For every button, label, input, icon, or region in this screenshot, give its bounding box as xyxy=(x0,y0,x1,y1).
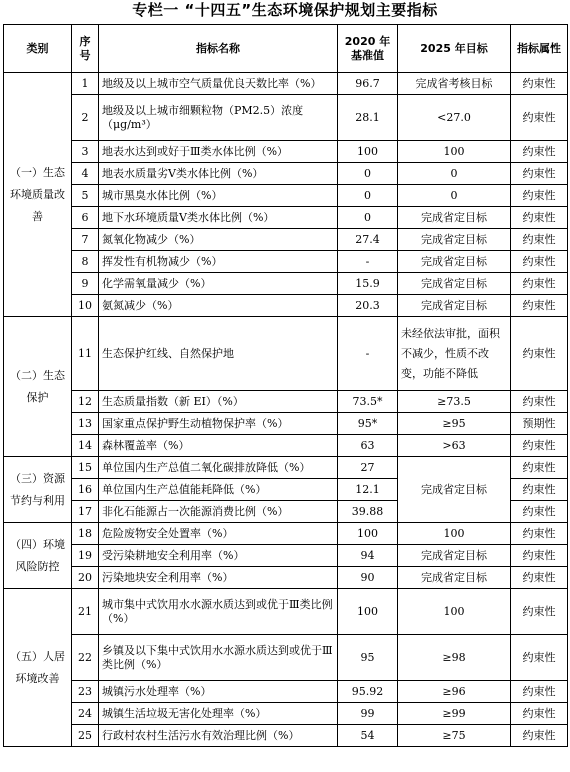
header-category: 类别 xyxy=(4,25,72,73)
table-row xyxy=(4,317,568,391)
row-baseline: 63 xyxy=(338,435,398,457)
row-index: 21 xyxy=(72,589,99,635)
header-target: 2025 年目标 xyxy=(398,25,511,73)
row-name: 地级及以上城市空气质量优良天数比率（%） xyxy=(99,73,338,95)
row-name: 污染地块安全利用率（%） xyxy=(99,567,338,589)
row-attribute: 约束性 xyxy=(511,295,568,317)
row-baseline: 73.5* xyxy=(338,391,398,413)
row-index: 5 xyxy=(72,185,99,207)
header-row xyxy=(4,25,568,73)
row-name: 地表水质量劣Ⅴ类水体比例（%） xyxy=(99,163,338,185)
row-baseline: 90 xyxy=(338,567,398,589)
row-target: 完成省定目标 xyxy=(398,567,511,589)
row-baseline: 12.1 xyxy=(338,479,398,501)
category-cell: （三）资源节约与利用 xyxy=(4,457,72,523)
table-row xyxy=(4,141,568,163)
row-name: 地级及以上城市细颗粒物（PM2.5）浓度（μg/m³） xyxy=(99,95,338,141)
category-cell: （二）生态保护 xyxy=(4,317,72,457)
row-name: 国家重点保护野生动植物保护率（%） xyxy=(99,413,338,435)
row-baseline: 95.92 xyxy=(338,681,398,703)
row-target: 100 xyxy=(398,523,511,545)
row-baseline: - xyxy=(338,317,398,391)
row-name: 危险废物安全处置率（%） xyxy=(99,523,338,545)
header-index: 序号 xyxy=(72,25,99,73)
row-index: 25 xyxy=(72,725,99,747)
row-target: 未经依法审批，面积不减少，性质不改变，功能不降低 xyxy=(398,317,511,391)
row-target: ≥99 xyxy=(398,703,511,725)
row-name: 单位国内生产总值二氧化碳排放降低（%） xyxy=(99,457,338,479)
row-baseline: 96.7 xyxy=(338,73,398,95)
row-index: 16 xyxy=(72,479,99,501)
category-cell: （四）环境风险防控 xyxy=(4,523,72,589)
row-baseline: 95* xyxy=(338,413,398,435)
row-attribute: 约束性 xyxy=(511,635,568,681)
row-attribute: 约束性 xyxy=(511,185,568,207)
row-attribute: 约束性 xyxy=(511,207,568,229)
row-name: 城市集中式饮用水水源水质达到或优于Ⅲ类比例（%） xyxy=(99,589,338,635)
row-attribute: 约束性 xyxy=(511,545,568,567)
table-row xyxy=(4,207,568,229)
table-row xyxy=(4,251,568,273)
table-row xyxy=(4,703,568,725)
row-target: 完成省定目标 xyxy=(398,295,511,317)
row-target: 完成省定目标 xyxy=(398,273,511,295)
row-index: 6 xyxy=(72,207,99,229)
row-baseline: 0 xyxy=(338,207,398,229)
row-name: 氮氧化物减少（%） xyxy=(99,229,338,251)
row-attribute: 约束性 xyxy=(511,681,568,703)
row-attribute: 约束性 xyxy=(511,523,568,545)
table-row xyxy=(4,545,568,567)
row-index: 8 xyxy=(72,251,99,273)
row-attribute: 约束性 xyxy=(511,479,568,501)
row-name: 行政村农村生活污水有效治理比例（%） xyxy=(99,725,338,747)
table-row xyxy=(4,635,568,681)
row-attribute: 约束性 xyxy=(511,95,568,141)
table-row xyxy=(4,413,568,435)
row-target: 完成省考核目标 xyxy=(398,73,511,95)
row-target: 完成省定目标 xyxy=(398,545,511,567)
row-index: 2 xyxy=(72,95,99,141)
table-row xyxy=(4,95,568,141)
row-attribute: 约束性 xyxy=(511,229,568,251)
row-target: 完成省定目标 xyxy=(398,457,511,523)
row-index: 17 xyxy=(72,501,99,523)
row-target: 完成省定目标 xyxy=(398,207,511,229)
row-index: 18 xyxy=(72,523,99,545)
row-index: 7 xyxy=(72,229,99,251)
row-index: 3 xyxy=(72,141,99,163)
row-target: ≥73.5 xyxy=(398,391,511,413)
category-cell: （一）生态环境质量改善 xyxy=(4,73,72,317)
row-attribute: 约束性 xyxy=(511,273,568,295)
row-target: >63 xyxy=(398,435,511,457)
row-name: 城镇污水处理率（%） xyxy=(99,681,338,703)
row-name: 生态质量指数（新 EI）（%） xyxy=(99,391,338,413)
row-baseline: 0 xyxy=(338,163,398,185)
row-name: 城市黑臭水体比例（%） xyxy=(99,185,338,207)
row-index: 12 xyxy=(72,391,99,413)
row-baseline: 95 xyxy=(338,635,398,681)
row-baseline: 100 xyxy=(338,523,398,545)
category-cell: （五）人居环境改善 xyxy=(4,589,72,747)
row-name: 生态保护红线、自然保护地 xyxy=(99,317,338,391)
row-target: 完成省定目标 xyxy=(398,251,511,273)
row-attribute: 约束性 xyxy=(511,703,568,725)
indicator-table xyxy=(3,24,568,747)
table-row xyxy=(4,725,568,747)
row-target: ≥75 xyxy=(398,725,511,747)
row-target: ≥98 xyxy=(398,635,511,681)
row-target: 0 xyxy=(398,185,511,207)
row-baseline: 99 xyxy=(338,703,398,725)
row-index: 23 xyxy=(72,681,99,703)
row-baseline: 28.1 xyxy=(338,95,398,141)
row-name: 森林覆盖率（%） xyxy=(99,435,338,457)
row-baseline: 94 xyxy=(338,545,398,567)
row-index: 14 xyxy=(72,435,99,457)
table-row xyxy=(4,567,568,589)
table-row xyxy=(4,163,568,185)
table-row xyxy=(4,681,568,703)
table-row xyxy=(4,273,568,295)
row-attribute: 约束性 xyxy=(511,457,568,479)
row-baseline: 20.3 xyxy=(338,295,398,317)
row-index: 20 xyxy=(72,567,99,589)
header-baseline: 2020 年基准值 xyxy=(338,25,398,73)
row-name: 非化石能源占一次能源消费比例（%） xyxy=(99,501,338,523)
row-name: 城镇生活垃圾无害化处理率（%） xyxy=(99,703,338,725)
table-row xyxy=(4,295,568,317)
row-index: 19 xyxy=(72,545,99,567)
row-name: 地下水环境质量Ⅴ类水体比例（%） xyxy=(99,207,338,229)
row-index: 24 xyxy=(72,703,99,725)
table-row xyxy=(4,391,568,413)
table-row xyxy=(4,185,568,207)
row-target: 完成省定目标 xyxy=(398,229,511,251)
table-row xyxy=(4,435,568,457)
table-row xyxy=(4,73,568,95)
row-name: 地表水达到或好于Ⅲ类水体比例（%） xyxy=(99,141,338,163)
row-name: 氨氮减少（%） xyxy=(99,295,338,317)
header-attribute: 指标属性 xyxy=(511,25,568,73)
row-index: 11 xyxy=(72,317,99,391)
row-attribute: 约束性 xyxy=(511,391,568,413)
row-index: 10 xyxy=(72,295,99,317)
row-index: 15 xyxy=(72,457,99,479)
row-attribute: 约束性 xyxy=(511,435,568,457)
row-name: 挥发性有机物减少（%） xyxy=(99,251,338,273)
row-attribute: 约束性 xyxy=(511,725,568,747)
row-target: 100 xyxy=(398,141,511,163)
table-row xyxy=(4,229,568,251)
row-baseline: 39.88 xyxy=(338,501,398,523)
row-name: 乡镇及以下集中式饮用水水源水质达到或优于Ⅲ类比例（%） xyxy=(99,635,338,681)
row-index: 22 xyxy=(72,635,99,681)
row-target: ≥95 xyxy=(398,413,511,435)
row-target: ≥96 xyxy=(398,681,511,703)
row-index: 13 xyxy=(72,413,99,435)
table-row xyxy=(4,523,568,545)
row-baseline: - xyxy=(338,251,398,273)
row-name: 受污染耕地安全利用率（%） xyxy=(99,545,338,567)
header-name: 指标名称 xyxy=(99,25,338,73)
row-attribute: 约束性 xyxy=(511,251,568,273)
row-name: 化学需氧量减少（%） xyxy=(99,273,338,295)
table-row xyxy=(4,589,568,635)
row-target: 0 xyxy=(398,163,511,185)
row-baseline: 54 xyxy=(338,725,398,747)
row-attribute: 约束性 xyxy=(511,163,568,185)
row-baseline: 27 xyxy=(338,457,398,479)
row-attribute: 约束性 xyxy=(511,317,568,391)
row-index: 9 xyxy=(72,273,99,295)
table-title: 专栏一 “十四五”生态环境保护规划主要指标 xyxy=(132,1,438,19)
row-attribute: 约束性 xyxy=(511,73,568,95)
row-attribute: 约束性 xyxy=(511,141,568,163)
row-attribute: 约束性 xyxy=(511,589,568,635)
row-attribute: 约束性 xyxy=(511,501,568,523)
row-target: <27.0 xyxy=(398,95,511,141)
row-index: 4 xyxy=(72,163,99,185)
table-row xyxy=(4,457,568,479)
row-baseline: 100 xyxy=(338,589,398,635)
row-index: 1 xyxy=(72,73,99,95)
row-attribute: 约束性 xyxy=(511,567,568,589)
row-baseline: 15.9 xyxy=(338,273,398,295)
row-baseline: 100 xyxy=(338,141,398,163)
row-name: 单位国内生产总值能耗降低（%） xyxy=(99,479,338,501)
row-attribute: 预期性 xyxy=(511,413,568,435)
row-baseline: 0 xyxy=(338,185,398,207)
row-target: 100 xyxy=(398,589,511,635)
row-baseline: 27.4 xyxy=(338,229,398,251)
